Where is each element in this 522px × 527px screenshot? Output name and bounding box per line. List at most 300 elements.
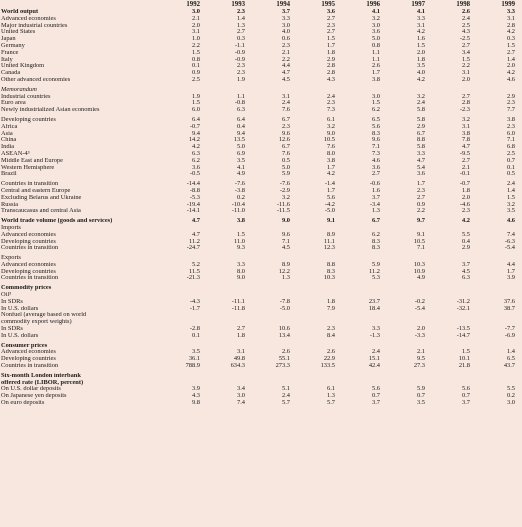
value-cell: 2.4 bbox=[462, 15, 470, 22]
value-cell: 2.3 bbox=[282, 123, 290, 130]
value-cell: 788.9 bbox=[185, 363, 200, 370]
table-row bbox=[1, 225, 521, 232]
value-cell: 0.7 bbox=[507, 157, 515, 164]
value-cell bbox=[431, 343, 476, 350]
value-cell: -6.3 bbox=[504, 238, 515, 245]
value-cell: 1.5 bbox=[462, 349, 470, 356]
value-cell: -1.7 bbox=[189, 305, 200, 312]
value-cell: -31.2 bbox=[456, 298, 470, 305]
row-label: Japan bbox=[1, 36, 16, 43]
value-cell bbox=[251, 292, 296, 299]
table-row bbox=[1, 306, 521, 313]
value-cell: 2.7 bbox=[462, 93, 470, 100]
value-cell: 1.8 bbox=[417, 56, 425, 63]
value-cell bbox=[296, 225, 341, 232]
value-cell: 2.8 bbox=[507, 22, 515, 29]
value-cell: 49.8 bbox=[233, 356, 245, 363]
row-label: France bbox=[1, 49, 19, 56]
value-cell: -6.9 bbox=[504, 332, 515, 339]
value-cell: 0.1 bbox=[192, 63, 200, 70]
value-cell: 6.4 bbox=[237, 116, 245, 123]
value-cell: 2.3 bbox=[417, 187, 425, 194]
value-cell: -4.6 bbox=[459, 201, 470, 208]
year-header-1998: 1998 bbox=[456, 1, 470, 8]
value-cell bbox=[161, 380, 206, 387]
table-row bbox=[1, 319, 521, 326]
value-cell bbox=[476, 380, 521, 387]
value-cell: 5.0 bbox=[237, 144, 245, 151]
value-cell: 6.3 bbox=[462, 275, 470, 282]
value-cell bbox=[206, 285, 251, 292]
value-cell bbox=[476, 343, 521, 350]
value-cell: 4.1 bbox=[417, 9, 425, 15]
year-header-1996: 1996 bbox=[366, 1, 380, 8]
value-cell bbox=[386, 87, 431, 94]
table-row bbox=[1, 312, 521, 319]
value-cell: 37.6 bbox=[503, 298, 515, 305]
value-cell: 3.2 bbox=[327, 123, 335, 130]
value-cell: -0.7 bbox=[459, 181, 470, 188]
value-cell: 3.5 bbox=[507, 208, 515, 215]
table-body bbox=[1, 9, 521, 407]
value-cell: 11.1 bbox=[324, 238, 335, 245]
value-cell: 2.2 bbox=[282, 56, 290, 63]
row-label: Countries in transition bbox=[1, 275, 59, 282]
value-cell: 2.5 bbox=[192, 76, 200, 83]
value-cell bbox=[206, 225, 251, 232]
value-cell bbox=[386, 380, 431, 387]
value-cell: 1.7 bbox=[327, 42, 335, 49]
value-cell bbox=[386, 312, 431, 319]
row-label: Transcaucasus and central Asia bbox=[1, 208, 81, 215]
value-cell bbox=[251, 312, 296, 319]
value-cell: 3.6 bbox=[192, 164, 200, 171]
row-label: Exports bbox=[1, 255, 21, 262]
value-cell: 0.8 bbox=[192, 56, 200, 63]
value-cell bbox=[206, 319, 251, 326]
value-cell: 4.3 bbox=[462, 29, 470, 36]
value-cell bbox=[386, 373, 431, 380]
value-cell: 7.3 bbox=[327, 107, 335, 114]
value-cell: 3.3 bbox=[282, 15, 290, 22]
value-cell: 27.3 bbox=[413, 363, 425, 370]
value-cell: 2.4 bbox=[372, 349, 380, 356]
value-cell: 1.5 bbox=[327, 36, 335, 43]
value-cell: 133.5 bbox=[320, 363, 335, 370]
world-economic-table bbox=[1, 0, 521, 407]
value-cell: 0.3 bbox=[507, 36, 515, 43]
value-cell: 4.1 bbox=[237, 164, 245, 171]
value-cell: 6.1 bbox=[327, 116, 335, 123]
value-cell bbox=[206, 373, 251, 380]
value-cell bbox=[341, 255, 386, 262]
value-cell: 6.2 bbox=[372, 231, 380, 238]
value-cell: 4.7 bbox=[462, 144, 470, 151]
row-label: Major industrial countries bbox=[1, 22, 68, 29]
row-label: Middle East and Europe bbox=[1, 157, 63, 164]
value-cell: 7.7 bbox=[507, 107, 515, 114]
value-cell: -32.1 bbox=[456, 305, 470, 312]
year-header-row bbox=[1, 0, 521, 9]
table-row bbox=[1, 63, 521, 70]
row-label: Central and eastern Europe bbox=[1, 187, 71, 194]
value-cell: 2.8 bbox=[327, 63, 335, 70]
value-cell bbox=[431, 255, 476, 262]
table-row bbox=[1, 124, 521, 131]
value-cell: 1.6 bbox=[372, 187, 380, 194]
row-label: Germany bbox=[1, 42, 25, 49]
value-cell: 5.5 bbox=[507, 386, 515, 393]
value-cell: 3.8 bbox=[507, 116, 515, 123]
value-cell: 2.3 bbox=[237, 9, 245, 15]
value-cell: 1.4 bbox=[237, 15, 245, 22]
value-cell: -2.3 bbox=[459, 107, 470, 114]
value-cell: 10.3 bbox=[413, 261, 425, 268]
row-label: Euro area bbox=[1, 100, 26, 107]
value-cell: 3.4 bbox=[237, 386, 245, 393]
row-label: ASEAN-4³ bbox=[1, 150, 30, 157]
table-row bbox=[1, 239, 521, 246]
value-cell bbox=[476, 285, 521, 292]
value-cell bbox=[206, 380, 251, 387]
value-cell: 4.0 bbox=[417, 70, 425, 77]
value-cell: 9.6 bbox=[282, 130, 290, 137]
value-cell: 2.0 bbox=[417, 49, 425, 56]
value-cell: 2.7 bbox=[462, 42, 470, 49]
value-cell: 1.3 bbox=[372, 208, 380, 215]
year-header-1993: 1993 bbox=[231, 1, 245, 8]
value-cell: 9.3 bbox=[237, 245, 245, 252]
value-cell: 2.3 bbox=[237, 70, 245, 77]
value-cell bbox=[251, 225, 296, 232]
value-cell: 5.6 bbox=[462, 386, 470, 393]
value-cell: 3.6 bbox=[327, 9, 335, 15]
table-row bbox=[1, 262, 521, 269]
value-cell bbox=[161, 373, 206, 380]
table-row bbox=[1, 181, 521, 188]
value-cell: -2.9 bbox=[279, 187, 290, 194]
value-cell: 5.8 bbox=[417, 144, 425, 151]
value-cell: 1.7 bbox=[372, 70, 380, 77]
header-label-cell bbox=[1, 0, 161, 9]
value-cell: 3.8 bbox=[327, 157, 335, 164]
value-cell: 55.1 bbox=[278, 356, 290, 363]
value-cell: 2.6 bbox=[372, 63, 380, 70]
value-cell: 7.8 bbox=[462, 137, 470, 144]
row-label: Brazil bbox=[1, 171, 17, 178]
value-cell: -0.1 bbox=[459, 171, 470, 178]
value-cell: 6.2 bbox=[192, 157, 200, 164]
value-cell: 5.7 bbox=[327, 400, 335, 407]
value-cell: 3.1 bbox=[282, 93, 290, 100]
value-cell: -7.8 bbox=[279, 298, 290, 305]
value-cell: 3.6 bbox=[372, 164, 380, 171]
table-row bbox=[1, 393, 521, 400]
value-cell: 4.4 bbox=[282, 63, 290, 70]
table-row bbox=[1, 9, 521, 16]
value-cell: 7.4 bbox=[507, 231, 515, 238]
value-cell: 10.1 bbox=[458, 356, 470, 363]
value-cell: 2.7 bbox=[417, 194, 425, 201]
value-cell bbox=[251, 255, 296, 262]
value-cell: 2.7 bbox=[327, 29, 335, 36]
value-cell: 9.4 bbox=[192, 130, 200, 137]
year-header-1999: 1999 bbox=[501, 1, 515, 8]
table-row bbox=[1, 326, 521, 333]
value-cell: 11.0 bbox=[234, 238, 245, 245]
value-cell: 9.7 bbox=[417, 218, 425, 225]
value-cell: 4.2 bbox=[507, 29, 515, 36]
value-cell bbox=[476, 373, 521, 380]
value-cell: 7.1 bbox=[417, 245, 425, 252]
value-cell: 273.3 bbox=[275, 363, 290, 370]
row-label: In SDRs bbox=[1, 298, 23, 305]
value-cell: 5.6 bbox=[327, 194, 335, 201]
value-cell: 3.3 bbox=[417, 150, 425, 157]
value-cell bbox=[386, 319, 431, 326]
value-cell: 2.0 bbox=[507, 63, 515, 70]
value-cell bbox=[341, 225, 386, 232]
value-cell: 4.3 bbox=[192, 393, 200, 400]
value-cell: 9.4 bbox=[237, 130, 245, 137]
value-cell: 2.2 bbox=[462, 63, 470, 70]
value-cell: -1.1 bbox=[234, 42, 245, 49]
value-cell: 6.3 bbox=[192, 150, 200, 157]
row-label: Newly industrialized Asian economies bbox=[1, 107, 100, 114]
value-cell: 1.0 bbox=[192, 36, 200, 43]
value-cell: 1.7 bbox=[417, 181, 425, 188]
value-cell: 3.1 bbox=[417, 22, 425, 29]
value-cell: 8.4 bbox=[327, 332, 335, 339]
row-label: Developing countries bbox=[1, 356, 56, 363]
value-cell bbox=[296, 255, 341, 262]
value-cell: 5.9 bbox=[372, 261, 380, 268]
value-cell: 2.6 bbox=[282, 349, 290, 356]
value-cell: 12.2 bbox=[278, 268, 290, 275]
row-label: Other advanced economies bbox=[1, 76, 71, 83]
value-cell: 7.1 bbox=[507, 137, 515, 144]
value-cell: 4.7 bbox=[192, 218, 200, 225]
value-cell: 21.8 bbox=[458, 363, 470, 370]
value-cell: 11.2 bbox=[189, 238, 200, 245]
row-label: offered rate (LIBOR, percent) bbox=[1, 379, 84, 386]
value-cell bbox=[386, 225, 431, 232]
value-cell: -5.0 bbox=[279, 305, 290, 312]
value-cell bbox=[476, 225, 521, 232]
value-cell: 8.9 bbox=[282, 261, 290, 268]
value-cell: 2.8 bbox=[327, 70, 335, 77]
value-cell: 2.7 bbox=[237, 29, 245, 36]
value-cell: 1.3 bbox=[282, 275, 290, 282]
row-label: In SDRs bbox=[1, 326, 23, 333]
row-label: In U.S. dollars bbox=[1, 305, 39, 312]
value-cell bbox=[386, 285, 431, 292]
value-cell: 3.7 bbox=[282, 9, 290, 15]
value-cell: 36.1 bbox=[188, 356, 200, 363]
value-cell: 3.5 bbox=[192, 349, 200, 356]
value-cell: 6.0 bbox=[507, 130, 515, 137]
value-cell bbox=[341, 285, 386, 292]
table-row bbox=[1, 195, 521, 202]
row-label: Nonfuel (average based on world bbox=[1, 312, 87, 319]
value-cell: 3.6 bbox=[372, 29, 380, 36]
value-cell bbox=[476, 312, 521, 319]
value-cell: 4.0 bbox=[282, 29, 290, 36]
year-header-1997: 1997 bbox=[411, 1, 425, 8]
row-label: Advanced economies bbox=[1, 349, 56, 356]
value-cell: -0.9 bbox=[234, 49, 245, 56]
value-cell: -5.4 bbox=[414, 305, 425, 312]
value-cell: 3.0 bbox=[282, 22, 290, 29]
value-cell bbox=[431, 373, 476, 380]
value-cell: -0.5 bbox=[189, 171, 200, 178]
row-label: United States bbox=[1, 29, 36, 36]
value-cell: 0.3 bbox=[237, 36, 245, 43]
value-cell bbox=[296, 87, 341, 94]
value-cell bbox=[431, 87, 476, 94]
value-cell: 4.9 bbox=[237, 171, 245, 178]
value-cell: 4.5 bbox=[282, 245, 290, 252]
value-cell: 2.1 bbox=[282, 49, 290, 56]
value-cell: -19.4 bbox=[186, 201, 200, 208]
value-cell: -2.5 bbox=[459, 36, 470, 43]
value-cell: 7.6 bbox=[327, 144, 335, 151]
value-cell: 3.0 bbox=[192, 9, 200, 15]
row-label: Africa bbox=[1, 123, 18, 130]
value-cell bbox=[476, 292, 521, 299]
value-cell: 0.8 bbox=[372, 42, 380, 49]
value-cell: 4.2 bbox=[192, 144, 200, 151]
value-cell: 1.6 bbox=[417, 36, 425, 43]
value-cell: 9.1 bbox=[417, 231, 425, 238]
value-cell: 10.6 bbox=[278, 326, 290, 333]
value-cell bbox=[251, 319, 296, 326]
value-cell: 3.6 bbox=[417, 171, 425, 178]
value-cell: 2.9 bbox=[462, 245, 470, 252]
table-row bbox=[1, 299, 521, 306]
value-cell: 1.7 bbox=[327, 164, 335, 171]
value-cell: -7.7 bbox=[504, 326, 515, 333]
value-cell: 2.7 bbox=[507, 49, 515, 56]
row-label: India bbox=[1, 144, 15, 151]
row-label: Developing countries bbox=[1, 238, 56, 245]
value-cell: 2.3 bbox=[237, 63, 245, 70]
value-cell: 5.0 bbox=[372, 36, 380, 43]
table-row bbox=[1, 356, 521, 363]
table-row bbox=[1, 333, 521, 340]
value-cell: 4.2 bbox=[417, 29, 425, 36]
value-cell: -21.3 bbox=[186, 275, 200, 282]
value-cell: 2.3 bbox=[282, 42, 290, 49]
row-label: Six-month London interbank bbox=[1, 372, 81, 379]
value-cell: 0.5 bbox=[282, 157, 290, 164]
row-label: Countries in transition bbox=[1, 363, 59, 370]
value-cell: 4.7 bbox=[417, 157, 425, 164]
value-cell: 1.1 bbox=[237, 93, 245, 100]
value-cell: 3.5 bbox=[237, 157, 245, 164]
value-cell: 1.8 bbox=[462, 187, 470, 194]
value-cell: 8.0 bbox=[327, 150, 335, 157]
value-cell: 1.5 bbox=[417, 42, 425, 49]
value-cell: 9.8 bbox=[192, 400, 200, 407]
table-row bbox=[1, 171, 521, 178]
value-cell: -7.6 bbox=[234, 181, 245, 188]
value-cell: 4.7 bbox=[282, 70, 290, 77]
value-cell: 8.3 bbox=[372, 245, 380, 252]
value-cell: 6.8 bbox=[507, 144, 515, 151]
value-cell bbox=[476, 319, 521, 326]
table-row bbox=[1, 158, 521, 165]
value-cell: 2.6 bbox=[462, 9, 470, 15]
table-row bbox=[1, 349, 521, 356]
value-cell: 14.2 bbox=[188, 137, 200, 144]
value-cell: -10.4 bbox=[231, 201, 245, 208]
value-cell bbox=[251, 373, 296, 380]
value-cell: 8.8 bbox=[417, 137, 425, 144]
value-cell: -7.6 bbox=[279, 181, 290, 188]
row-label: Western Hemisphere bbox=[1, 164, 55, 171]
row-label: Canada bbox=[1, 70, 21, 77]
value-cell: 9.6 bbox=[372, 137, 380, 144]
row-label: Developing countries bbox=[1, 268, 56, 275]
value-cell: 8.0 bbox=[237, 268, 245, 275]
value-cell: 3.8 bbox=[462, 130, 470, 137]
value-cell: 6.7 bbox=[372, 218, 380, 225]
value-cell: 2.9 bbox=[327, 56, 335, 63]
value-cell: 0.2 bbox=[507, 393, 515, 400]
value-cell: 2.1 bbox=[192, 15, 200, 22]
value-cell bbox=[206, 255, 251, 262]
value-cell: 2.2 bbox=[417, 208, 425, 215]
table-row bbox=[1, 208, 521, 215]
value-cell bbox=[296, 319, 341, 326]
value-cell: 2.1 bbox=[417, 349, 425, 356]
value-cell: 3.7 bbox=[372, 400, 380, 407]
value-cell bbox=[341, 373, 386, 380]
value-cell: 7.6 bbox=[282, 107, 290, 114]
value-cell: 3.0 bbox=[507, 400, 515, 407]
row-label: Advanced economies bbox=[1, 261, 56, 268]
value-cell: 1.4 bbox=[507, 56, 515, 63]
value-cell: 3.2 bbox=[372, 15, 380, 22]
value-cell: 2.4 bbox=[417, 100, 425, 107]
value-cell: 9.5 bbox=[417, 356, 425, 363]
value-cell bbox=[296, 343, 341, 350]
value-cell: 6.2 bbox=[372, 107, 380, 114]
value-cell: 5.7 bbox=[282, 400, 290, 407]
value-cell: -4.2 bbox=[324, 201, 335, 208]
table-row bbox=[1, 363, 521, 370]
value-cell: -9.5 bbox=[459, 150, 470, 157]
value-cell: -11.5 bbox=[276, 208, 290, 215]
value-cell: 1.5 bbox=[237, 231, 245, 238]
value-cell: 3.2 bbox=[417, 93, 425, 100]
value-cell: 1.5 bbox=[192, 100, 200, 107]
value-cell: 1.5 bbox=[462, 56, 470, 63]
value-cell: 1.9 bbox=[192, 93, 200, 100]
value-cell: 4.9 bbox=[417, 275, 425, 282]
value-cell: 6.9 bbox=[237, 150, 245, 157]
table-row bbox=[1, 23, 521, 30]
value-cell: 6.5 bbox=[372, 116, 380, 123]
table-row bbox=[1, 292, 521, 299]
table-row bbox=[1, 57, 521, 64]
value-cell: 13.4 bbox=[278, 332, 290, 339]
value-cell: 8.9 bbox=[327, 231, 335, 238]
value-cell: 3.0 bbox=[372, 93, 380, 100]
value-cell: 3.1 bbox=[462, 70, 470, 77]
value-cell: 1.3 bbox=[237, 22, 245, 29]
